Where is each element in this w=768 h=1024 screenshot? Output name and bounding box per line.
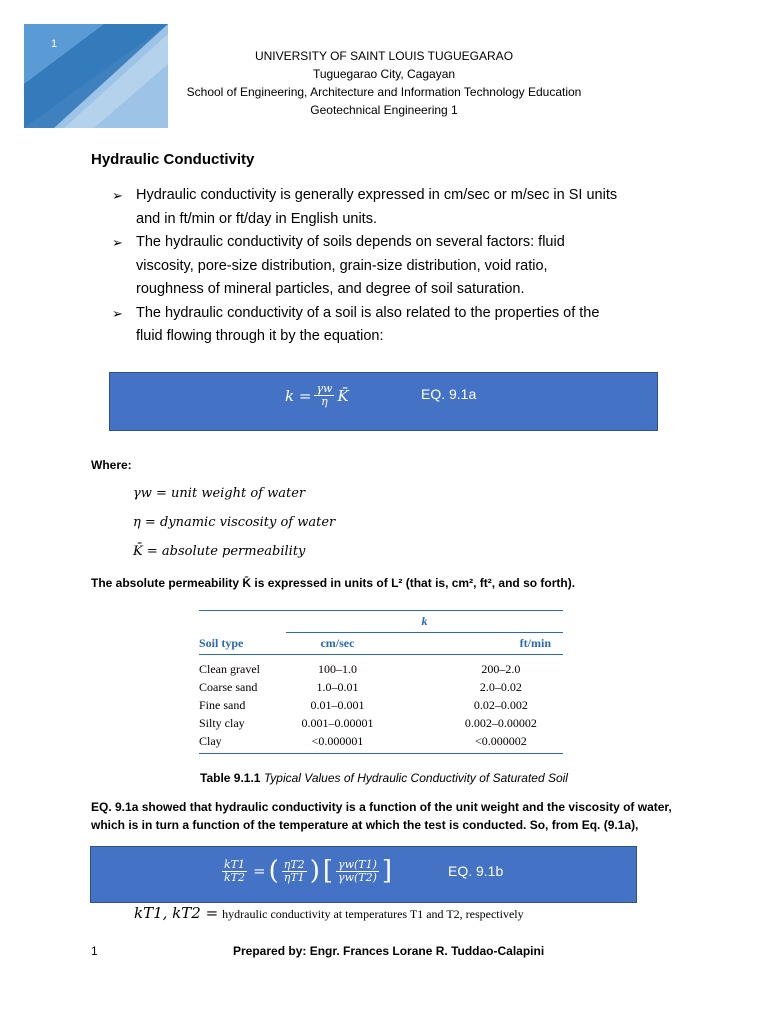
table-row: Clean gravel 100–1.0 200–2.0 (199, 662, 521, 676)
bullet-list (112, 184, 692, 349)
bullet-item: ➢ The hydraulic conductivity of a soil is also related to the properties of the fluid flowing through it by the equation: (112, 302, 692, 349)
corner-page-number: 1 (51, 38, 58, 50)
header-course: Geotechnical Engineering 1 (310, 103, 458, 117)
document-header (0, 47, 768, 119)
table-row: Silty clay 0.001–0.00001 0.002–0.00002 (199, 716, 537, 730)
table-group-header: k (286, 611, 563, 633)
header-school: School of Engineering, Architecture and Information Technology Education (186, 85, 582, 99)
equation-box-9-1a (109, 372, 658, 431)
table-caption: Table 9.1.1 Typical Values of Hydraulic Conductivity of Saturated Soil (200, 771, 568, 785)
definition-viscosity: η = dynamic viscosity of water (133, 515, 336, 530)
arrow-bullet-icon: ➢ (112, 188, 123, 203)
arrow-bullet-icon: ➢ (112, 235, 123, 250)
equation-box-9-1b (90, 846, 637, 903)
footer-page-number: 1 (91, 944, 98, 958)
where-label: Where: (91, 458, 132, 472)
section-title: Hydraulic Conductivity (91, 151, 255, 168)
definition-permeability: K̄ = absolute permeability (133, 544, 306, 559)
absolute-permeability-note: The absolute permeability K̄ is expressed in units of L² (that is, cm², ft², and so forth). (91, 576, 576, 590)
table-row: Fine sand 0.01–0.001 0.02–0.002 (199, 698, 528, 712)
equation-9-1b: $\frac{kT1}{kT2}$ = ( $\frac{\eta T2}{\eta T1}$ ) [ $\frac{\gamma w(T1)}{\gamma w(T2)}$ ] (224, 856, 393, 886)
hydraulic-conductivity-table (199, 610, 563, 754)
header-city: Tuguegarao City, Cagayan (312, 67, 456, 81)
definition-unit-weight: γw = unit weight of water (133, 486, 306, 501)
table-row: Clay <0.000001 <0.000002 (199, 732, 563, 754)
table-header: Soil type (199, 635, 244, 650)
bullet-item: ➢ The hydraulic conductivity of soils depends on several factors: fluid viscosity, pore-size distribution, grain-size distribution, void ratio, roughness of mineral particles, and degree of soil saturation. (112, 231, 692, 302)
explanation-paragraph: EQ. 9.1a showed that hydraulic conductivity is a function of the unit weight and the viscosity of water, which is in turn a function of the temperature at which the test is conducted. So, from Eq. (9.1a), (91, 800, 672, 832)
equation-9-1a: k = $\frac{\gamma w}{\eta}$ K̄ (285, 382, 349, 408)
table-header: ft/min (519, 636, 551, 650)
table-header: cm/sec (320, 636, 355, 650)
table-row: Coarse sand 1.0–0.01 2.0–0.02 (199, 680, 522, 694)
temperature-definition: kT1, kT2 = hydraulic conductivity at temperatures T1 and T2, respectively (134, 904, 524, 922)
equation-label: EQ. 9.1a (421, 386, 477, 402)
arrow-bullet-icon: ➢ (112, 305, 123, 321)
header-university: UNIVERSITY OF SAINT LOUIS TUGUEGARAO (254, 49, 514, 63)
equation-label: EQ. 9.1b (448, 863, 504, 879)
footer-prepared-by: Prepared by: Engr. Frances Lorane R. Tuddao-Calapini (233, 944, 545, 958)
bullet-item: ➢ Hydraulic conductivity is generally expressed in cm/sec or m/sec in SI units and in ft/min or ft/day in English units. (112, 184, 692, 231)
